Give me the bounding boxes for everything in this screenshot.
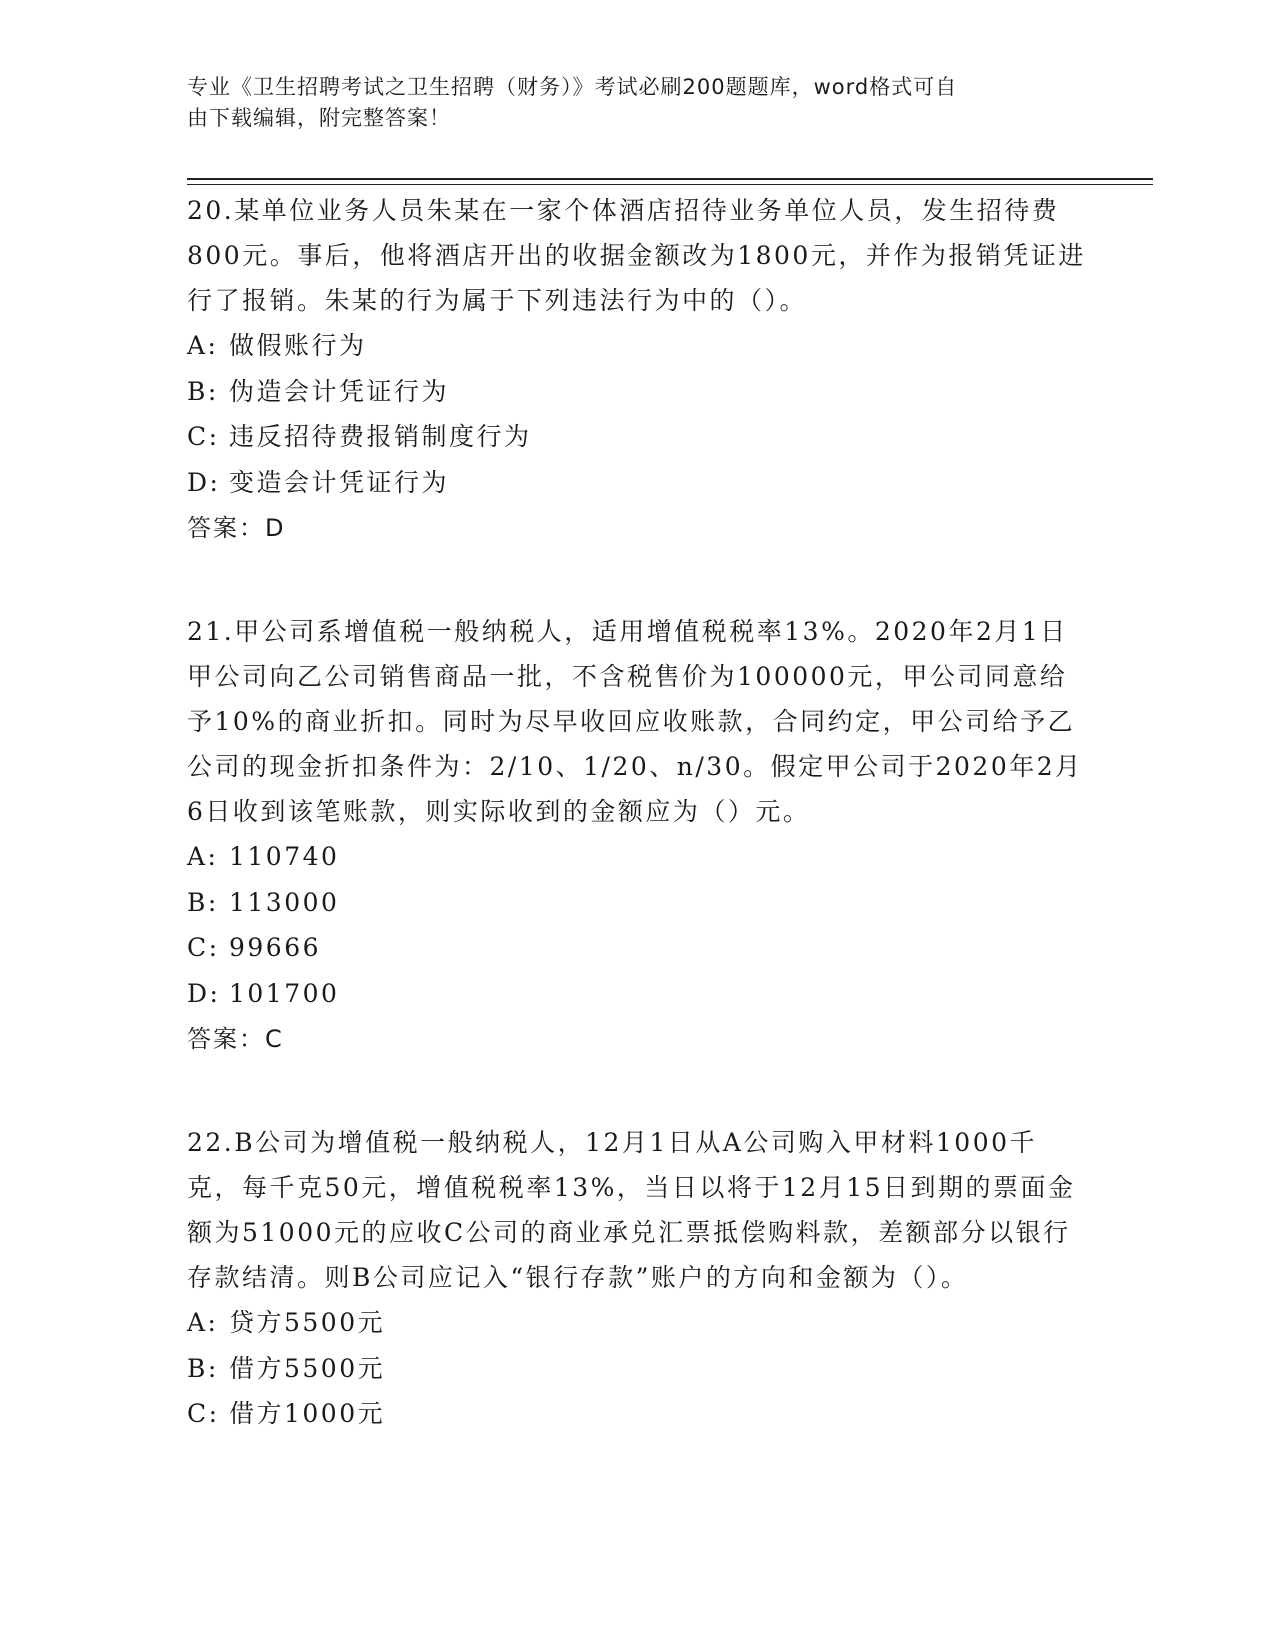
option-letter: C:: [187, 933, 220, 962]
option-text: 99666: [229, 933, 322, 962]
option-a: [187, 1300, 1087, 1346]
option-letter: B:: [187, 376, 219, 406]
question-stem: 21.甲公司系增值税一般纳税人，适用增值税税率13%。2020年2月1日甲公司向乙公司销售商品一批，不含税售价为100000元，甲公司同意给予10%的商业折扣。同时为尽早收回应收账款，合同约定，甲公司给予乙公司的现金折扣条件为：2/10、1/20、n/30。假定甲公司于2020年2月6日收到该笔账款，则实际收到的金额应为（）元。: [187, 617, 1083, 826]
answer-line: 答案：D: [187, 514, 286, 542]
option-letter: D:: [187, 467, 221, 497]
option-b: [187, 880, 1087, 926]
option-b: [187, 1346, 1087, 1392]
header-divider-thick: [187, 178, 1153, 180]
header-divider-thin: [187, 184, 1153, 185]
option-a: [187, 834, 1087, 880]
option-text: 伪造会计凭证行为: [229, 376, 450, 406]
option-text: 101700: [229, 978, 340, 1008]
option-text: 贷方5500元: [229, 1308, 386, 1337]
option-b: [187, 369, 1087, 415]
option-text: 借方5500元: [229, 1353, 386, 1383]
option-text: 借方1000元: [229, 1399, 386, 1428]
option-letter: A:: [187, 1308, 219, 1337]
question-stem: 20.某单位业务人员朱某在一家个体酒店招待业务单位人员，发生招待费800元。事后，他将酒店开出的收据金额改为1800元，并作为报销凭证进行了报销。朱某的行为属于下列违法行为中的（）。: [187, 196, 1086, 315]
option-a: [187, 323, 1087, 369]
header-line-1: 专业《卫生招聘考试之卫生招聘（财务）》考试必刷200题题库，word格式可自: [187, 75, 958, 99]
document-header: [187, 72, 1067, 134]
option-d: [187, 460, 1087, 506]
option-text: 113000: [229, 887, 340, 917]
question-21: [187, 609, 1087, 1062]
answer-line: 答案：C: [187, 1025, 284, 1053]
option-letter: B:: [187, 887, 219, 917]
question-list: [187, 188, 1087, 1437]
option-letter: B:: [187, 1353, 219, 1383]
option-letter: A:: [187, 331, 219, 360]
option-text: 变造会计凭证行为: [229, 467, 450, 497]
option-c: [187, 414, 1087, 460]
option-letter: D:: [187, 978, 221, 1008]
option-c: [187, 1391, 1087, 1437]
option-text: 110740: [229, 842, 340, 871]
option-d: [187, 971, 1087, 1017]
spacer: [187, 1062, 1087, 1120]
option-c: [187, 925, 1087, 971]
spacer: [187, 551, 1087, 609]
question-20: [187, 188, 1087, 551]
option-letter: A:: [187, 842, 219, 871]
option-text: 违反招待费报销制度行为: [229, 422, 532, 451]
header-line-2: 由下载编辑，附完整答案！: [187, 106, 451, 130]
option-letter: C:: [187, 422, 220, 451]
option-text: 做假账行为: [229, 331, 367, 360]
option-letter: C:: [187, 1399, 220, 1428]
question-stem: 22.B公司为增值税一般纳税人，12月1日从A公司购入甲材料1000千克，每千克50元，增值税税率13%，当日以将于12月15日到期的票面金额为51000元的应收C公司的商业承兑汇票抵偿购料款，差额部分以银行存款结清。则B公司应记入“银行存款”账户的方向和金额为（）。: [187, 1128, 1076, 1292]
question-22: [187, 1120, 1087, 1437]
